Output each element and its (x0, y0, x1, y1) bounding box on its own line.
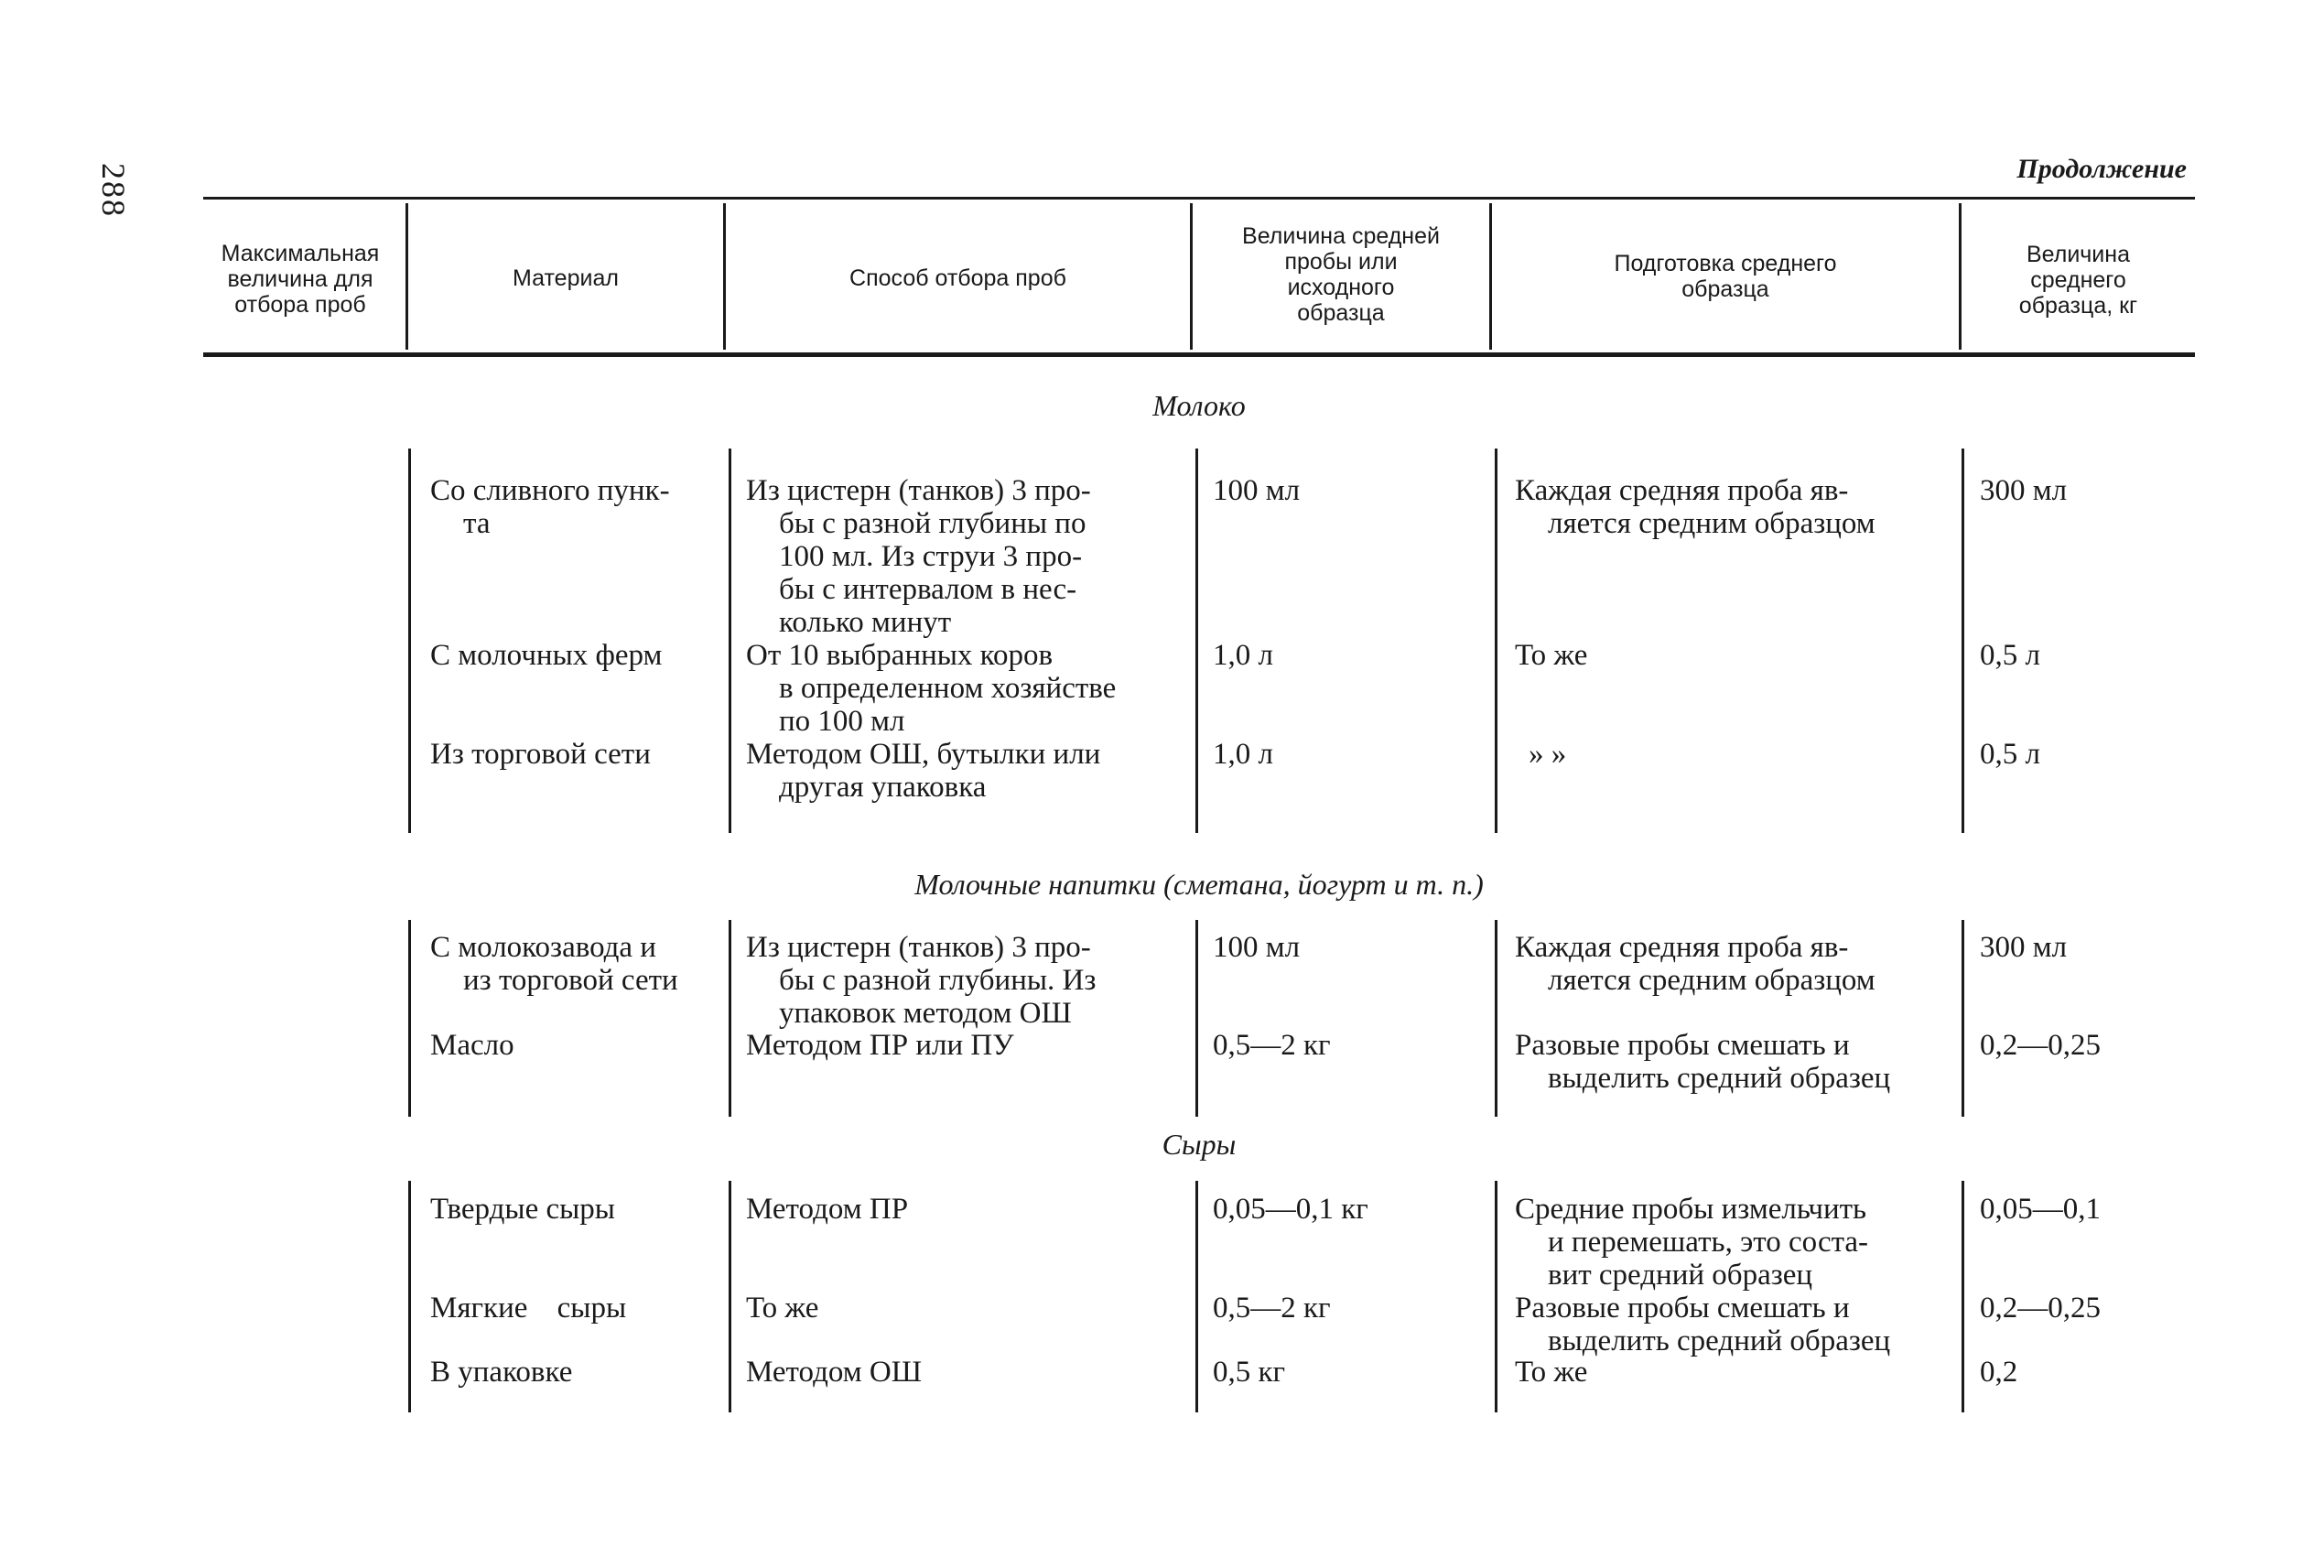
method-cell: Из цистерн (танков) 3 про- бы с разной глубины по 100 мл. Из струи 3 про- бы с интервалом в нес- колько минут (746, 474, 1091, 639)
sample-cell: 0,5 кг (1213, 1356, 1286, 1389)
column-divider (1195, 920, 1198, 1117)
material-cell: Твердые сыры (430, 1193, 615, 1226)
header-preparation: Подготовка среднего образца (1614, 251, 1837, 302)
column-divider (1495, 1181, 1497, 1412)
method-cell: То же (746, 1292, 819, 1325)
section-title-cheeses: Сыры (1162, 1128, 1237, 1161)
continuation-label: Продолжение (2016, 154, 2187, 184)
prep-cell: Разовые пробы смешать и выделить средний образец (1515, 1029, 1891, 1095)
column-divider (1495, 920, 1497, 1117)
column-divider (1195, 1181, 1198, 1412)
sample-cell: 100 мл (1213, 931, 1301, 964)
avg-cell: 0,5 л (1980, 738, 2040, 771)
sample-cell: 1,0 л (1213, 738, 1273, 771)
column-divider (1962, 1181, 1964, 1412)
material-cell: С молочных ферм (430, 639, 663, 672)
material-cell: Со сливного пунк- та (430, 474, 670, 540)
column-divider (729, 920, 731, 1117)
avg-cell: 0,05—0,1 (1980, 1193, 2101, 1226)
avg-cell: 0,2 (1980, 1356, 2018, 1389)
column-divider (1962, 920, 1964, 1117)
avg-cell: 0,5 л (1980, 639, 2040, 672)
sample-cell: 0,5—2 кг (1213, 1292, 1331, 1325)
prep-cell: Средние пробы измельчить и перемешать, это соста- вит средний образец (1515, 1193, 1869, 1292)
section-title-milk: Молоко (1152, 389, 1246, 422)
method-cell: От 10 выбранных коров в определенном хозяйстве по 100 мл (746, 639, 1117, 738)
column-divider (1495, 449, 1497, 833)
column-divider (408, 1181, 411, 1412)
material-cell: Масло (430, 1029, 514, 1062)
method-cell: Методом ОШ (746, 1356, 923, 1389)
sample-cell: 100 мл (1213, 474, 1301, 507)
column-divider (1195, 449, 1198, 833)
sample-cell: 1,0 л (1213, 639, 1273, 672)
header-material: Материал (513, 265, 619, 291)
prep-cell: » » (1529, 738, 1567, 771)
header-max-size: Максимальная величина для отбора проб (221, 241, 380, 318)
material-cell: Мягкие сыры (430, 1292, 627, 1325)
avg-cell: 300 мл (1980, 931, 2068, 964)
header-method: Способ отбора проб (849, 265, 1066, 291)
prep-cell: То же (1515, 1356, 1588, 1389)
method-cell: Из цистерн (танков) 3 про- бы с разной глубины. Из упаковок методом ОШ (746, 931, 1097, 1030)
material-cell: В упаковке (430, 1356, 573, 1389)
prep-cell: Каждая средняя проба яв- ляется средним образцом (1515, 474, 1875, 540)
sample-cell: 0,5—2 кг (1213, 1029, 1331, 1062)
method-cell: Методом ПР (746, 1193, 909, 1226)
prep-cell: Каждая средняя проба яв- ляется средним образцом (1515, 931, 1875, 997)
avg-cell: 300 мл (1980, 474, 2068, 507)
header-bottom-rule (203, 352, 2195, 357)
header-sample-size: Величина средней пробы или исходного образца (1242, 223, 1440, 326)
sample-cell: 0,05—0,1 кг (1213, 1193, 1368, 1226)
section-title-dairy-drinks: Молочные напитки (сметана, йогурт и т. п.) (914, 868, 1484, 901)
page-number: 288 (95, 163, 132, 218)
method-cell: Методом ОШ, бутылки или другая упаковка (746, 738, 1101, 804)
avg-cell: 0,2—0,25 (1980, 1029, 2101, 1062)
prep-cell: Разовые пробы смешать и выделить средний образец (1515, 1292, 1891, 1357)
column-divider (408, 449, 411, 833)
material-cell: С молокозавода и из торговой сети (430, 931, 678, 997)
column-divider (1962, 449, 1964, 833)
method-cell: Методом ПР или ПУ (746, 1029, 1014, 1062)
column-divider (729, 1181, 731, 1412)
prep-cell: То же (1515, 639, 1588, 672)
avg-cell: 0,2—0,25 (1980, 1292, 2101, 1325)
header-top-rule (203, 197, 2195, 200)
material-cell: Из торговой сети (430, 738, 651, 771)
column-divider (408, 920, 411, 1117)
header-avg-sample: Величина среднего образца, кг (2018, 242, 2138, 319)
column-divider (729, 449, 731, 833)
